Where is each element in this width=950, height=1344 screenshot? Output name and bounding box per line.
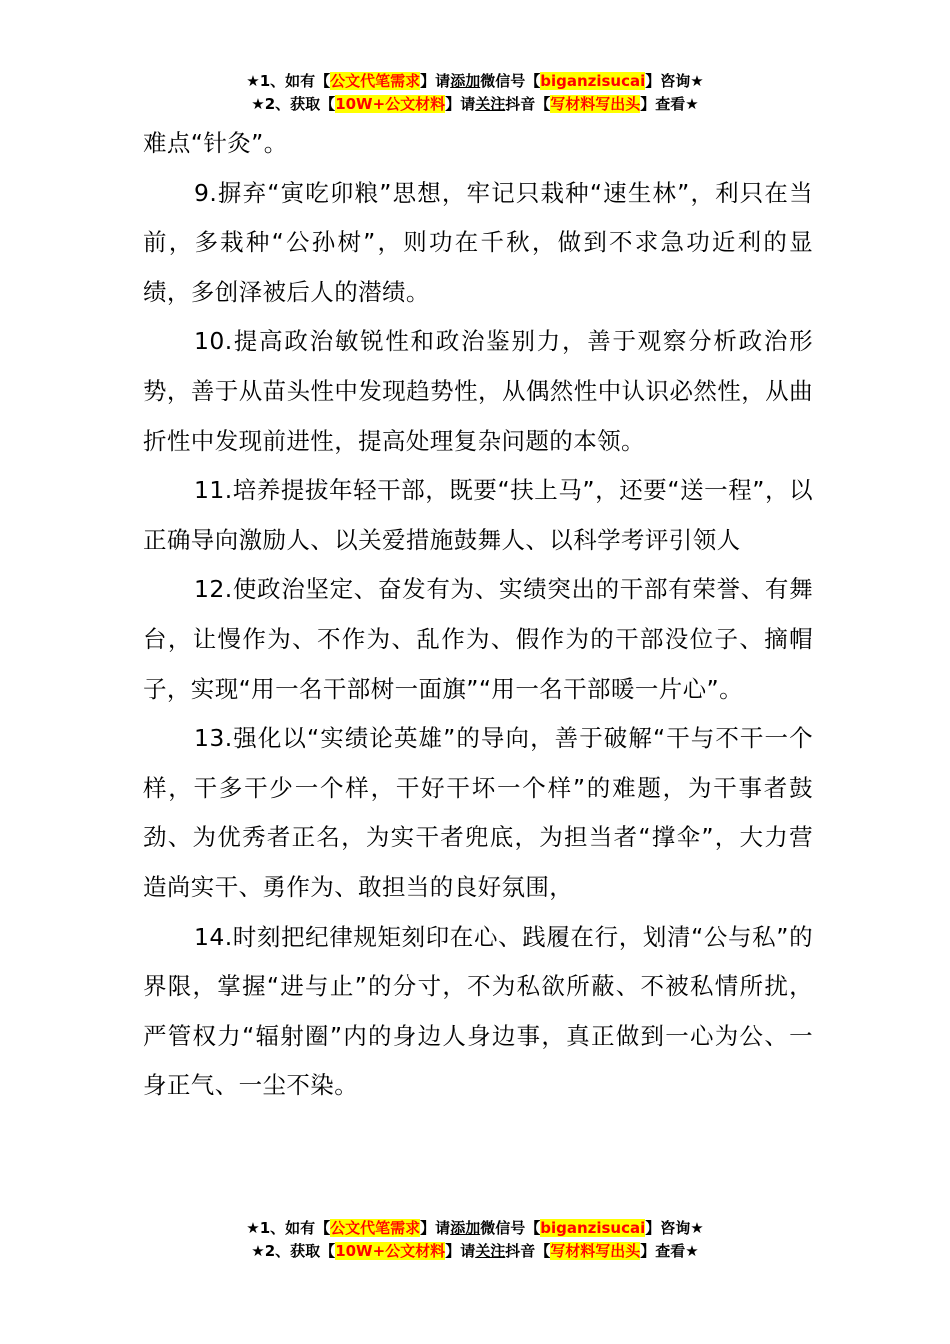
header-promo-banner: [0, 70, 950, 116]
promo-text: 】查看★: [640, 1242, 699, 1260]
promo-highlight: 公文代笔需求: [330, 72, 421, 90]
promo-wechat-id: biganzisucai: [540, 1219, 646, 1237]
promo-text: ★1、如有【: [246, 1219, 331, 1237]
promo-line-1: [0, 1217, 950, 1240]
promo-text: 微信号【: [480, 72, 541, 90]
promo-text: 抖音【: [505, 95, 551, 113]
promo-text: ★2、获取【: [251, 1242, 336, 1260]
promo-text: 】请: [445, 95, 476, 113]
promo-text: 】请: [445, 1242, 476, 1260]
paragraph-11: 11.培养提拔年轻干部，既要“扶上马”，还要“送一程”，以正确导向激励人、以关爱措施鼓舞人、以科学考评引领人: [143, 476, 813, 554]
promo-line-2: [0, 1240, 950, 1263]
promo-douyin-account: 写材料写出头: [550, 95, 641, 113]
promo-text: 】咨询★: [645, 72, 704, 90]
paragraph-10: 10.提高政治敏锐性和政治鉴别力，善于观察分析政治形势，善于从苗头性中发现趋势性，从偶然性中认识必然性，从曲折性中发现前进性，提高处理复杂问题的本领。: [143, 327, 813, 455]
promo-douyin-account: 写材料写出头: [550, 1242, 641, 1260]
paragraph-9: 9.摒弃“寅吃卯粮”思想，牢记只栽种“速生林”，利只在当前，多栽种“公孙树”，则功在千秋，做到不求急功近利的显绩，多创泽被后人的潜绩。: [143, 178, 813, 306]
promo-highlight: 10W+公文材料: [335, 95, 446, 113]
promo-text: 】查看★: [640, 95, 699, 113]
document-body: [143, 119, 813, 1111]
footer-promo-banner: [0, 1217, 950, 1263]
promo-text: 】请: [420, 1219, 451, 1237]
promo-highlight: 10W+公文材料: [335, 1242, 446, 1260]
promo-text: 】请: [420, 72, 451, 90]
promo-text: ★2、获取【: [251, 95, 336, 113]
promo-text: 】咨询★: [645, 1219, 704, 1237]
promo-underlined-text: 关注: [475, 1242, 506, 1260]
paragraph-13: 13.强化以“实绩论英雄”的导向，善于破解“干与不干一个样，干多干少一个样，干好干坏一个样”的难题，为干事者鼓劲、为优秀者正名，为实干者兜底，为担当者“撑伞”，大力营造尚实干、勇作为、敢担当的良好氛围，: [143, 724, 813, 901]
promo-wechat-id: biganzisucai: [540, 72, 646, 90]
promo-text: ★1、如有【: [246, 72, 331, 90]
promo-text: 抖音【: [505, 1242, 551, 1260]
paragraph-14: 14.时刻把纪律规矩刻印在心、践履在行，划清“公与私”的界限，掌握“进与止”的分寸，不为私欲所蔽、不被私情所扰，严管权力“辐射圈”内的身边人身边事，真正做到一心为公、一身正气、一尘不染。: [143, 922, 813, 1100]
promo-line-2: [0, 93, 950, 116]
promo-underlined-text: 添加: [450, 72, 481, 90]
promo-line-1: [0, 70, 950, 93]
paragraph-12: 12.使政治坚定、奋发有为、实绩突出的干部有荣誉、有舞台，让慢作为、不作为、乱作为、假作为的干部没位子、摘帽子，实现“用一名干部树一面旗”“用一名干部暖一片心”。: [143, 575, 813, 703]
paragraph-continuation: 难点“针灸”。: [143, 129, 288, 157]
promo-text: 微信号【: [480, 1219, 541, 1237]
promo-underlined-text: 关注: [475, 95, 506, 113]
promo-highlight: 公文代笔需求: [330, 1219, 421, 1237]
promo-underlined-text: 添加: [450, 1219, 481, 1237]
